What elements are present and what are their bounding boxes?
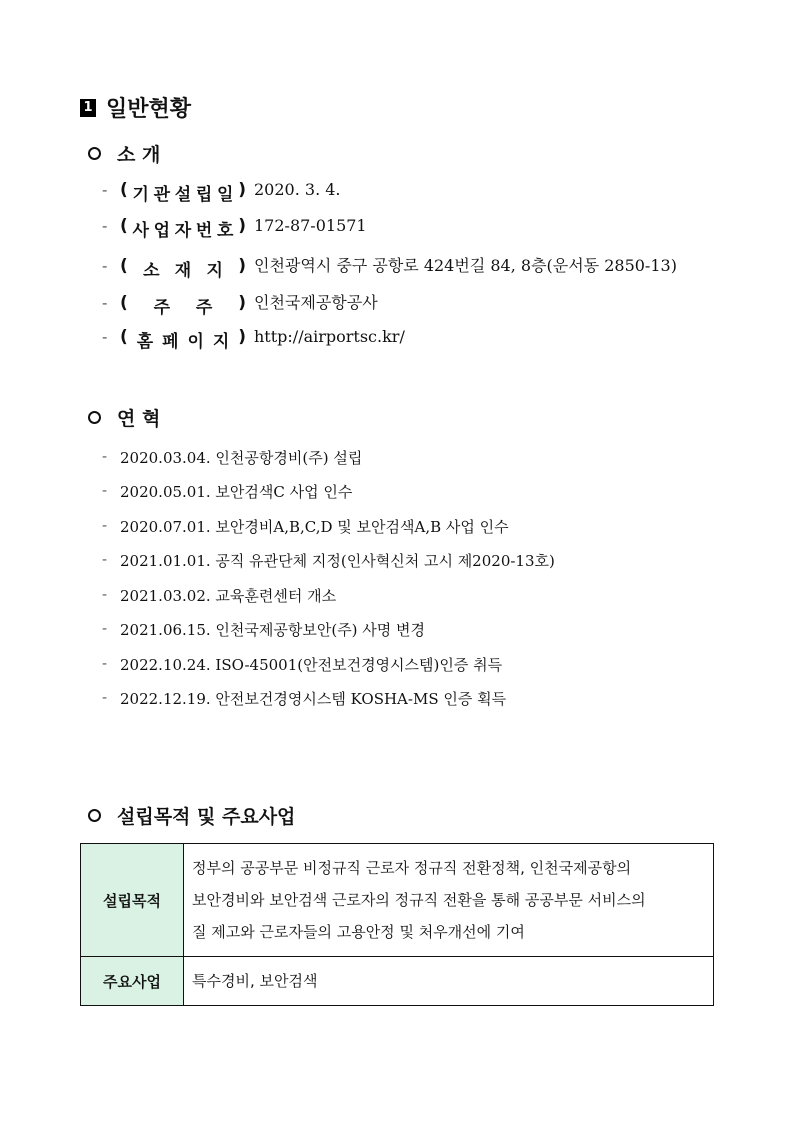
info-row-homepage	[102, 327, 405, 352]
table-row	[81, 844, 714, 957]
dash-marker: -	[102, 216, 108, 235]
intro-heading-text: 소 개	[117, 144, 161, 166]
dash-marker: -	[102, 516, 108, 534]
history-item: - 2021.06.15. 인천국제공항보안(주) 사명 변경	[102, 619, 426, 639]
homepage-link[interactable]: http://airportsc.kr/	[254, 327, 405, 346]
circle-bullet-icon	[88, 147, 101, 160]
history-item: - 2022.10.24. ISO-45001(안전보건경영시스템)인증 취득	[102, 654, 503, 674]
dash-marker: -	[102, 180, 108, 199]
business-label: 주요사업	[81, 957, 184, 1006]
info-row-founded	[102, 180, 341, 205]
dash-marker: -	[102, 256, 108, 275]
history-item: - 2021.03.02. 교육훈련센터 개소	[102, 585, 337, 605]
info-label: ( 사 업 자 번 호 )	[120, 216, 246, 241]
purpose-text: 정부의 공공부문 비정규직 근로자 정규직 전환정책, 인천국제공항의 보안경비와 보안검색 근로자의 정규직 전환을 통해 공공부문 서비스의 질 제고와 근로자들의 고용안정 및 처우개선에 기여	[184, 844, 714, 957]
dash-marker: -	[102, 585, 108, 603]
info-value: 2020. 3. 4.	[254, 180, 341, 199]
info-label: ( 소 재 지 )	[120, 256, 246, 281]
table-row	[81, 957, 714, 1006]
circle-bullet-icon	[88, 809, 101, 822]
section-title-text: 일반현황	[106, 97, 192, 122]
history-item: - 2022.12.19. 안전보건경영시스템 KOSHA-MS 인증 획득	[102, 688, 507, 708]
business-text: 특수경비, 보안검색	[184, 957, 714, 1006]
dash-marker: -	[102, 293, 108, 312]
history-heading-text: 연 혁	[117, 408, 161, 430]
info-value: 172-87-01571	[254, 216, 367, 235]
info-row-address	[102, 253, 677, 281]
info-label: ( 기 관 설 립 일 )	[120, 180, 246, 205]
history-item: - 2020.07.01. 보안경비A,B,C,D 및 보안검색A,B 사업 인수	[102, 516, 509, 536]
circle-bullet-icon	[88, 411, 101, 424]
info-row-shareholder	[102, 290, 378, 318]
dash-marker: -	[102, 481, 108, 499]
info-value: 인천국제공항공사	[254, 293, 378, 312]
purpose-label: 설립목적	[81, 844, 184, 957]
dash-marker: -	[102, 550, 108, 568]
dash-marker: -	[102, 327, 108, 346]
purpose-heading	[88, 802, 295, 829]
section-number: 1	[80, 99, 96, 117]
history-heading	[88, 404, 160, 431]
dash-marker: -	[102, 654, 108, 672]
dash-marker: -	[102, 619, 108, 637]
section-title	[80, 92, 191, 123]
dash-marker: -	[102, 447, 108, 465]
info-label: ( 주 주 )	[120, 293, 246, 318]
history-item: - 2020.05.01. 보안검색C 사업 인수	[102, 481, 353, 501]
info-label: ( 홈 페 이 지 )	[120, 327, 246, 352]
history-item: - 2021.01.01. 공직 유관단체 지정(인사혁신처 고시 제2020-13호)	[102, 550, 555, 570]
history-item: - 2020.03.04. 인천공항경비(주) 설립	[102, 447, 363, 467]
purpose-table	[80, 843, 714, 1006]
intro-heading	[88, 140, 160, 167]
info-value: 인천광역시 중구 공항로 424번길 84, 8층(운서동 2850-13)	[254, 256, 677, 275]
purpose-heading-text: 설립목적 및 주요사업	[117, 806, 296, 828]
info-row-business-number	[102, 216, 367, 241]
dash-marker: -	[102, 688, 108, 706]
